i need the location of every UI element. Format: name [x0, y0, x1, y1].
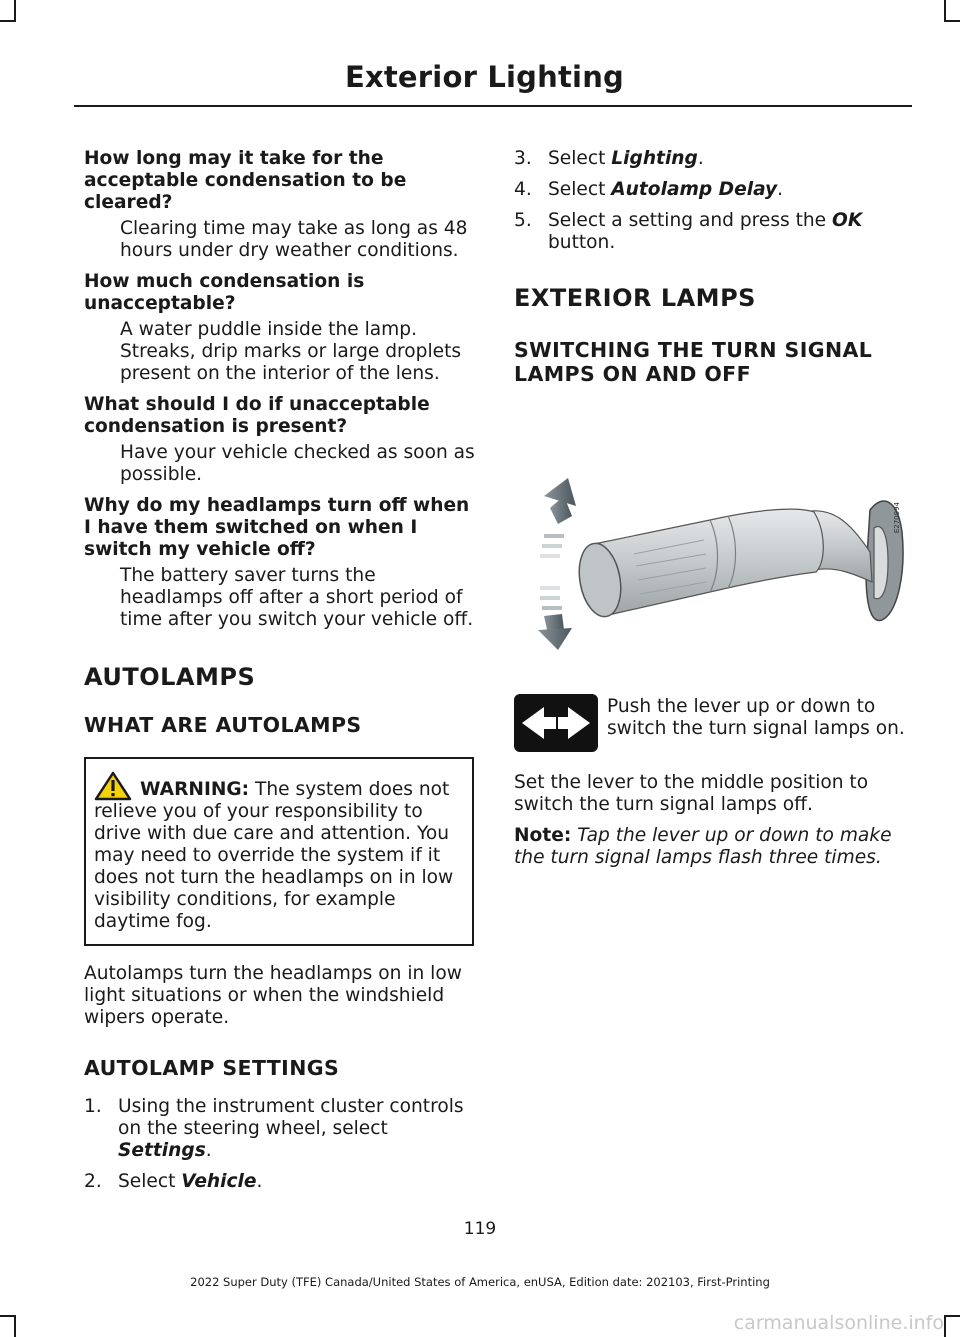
turn-signal-note [514, 825, 910, 869]
step-suffix: . [205, 1140, 212, 1161]
figure-code: E270994 [893, 502, 901, 534]
crop-mark [0, 1315, 16, 1317]
warning-triangle-icon [94, 771, 132, 801]
warning-box [84, 757, 474, 946]
warning-paragraph [94, 771, 464, 933]
warning-label: WARNING: [140, 779, 250, 800]
subheading-turn-signal: SWITCHING THE TURN SIGNAL LAMPS ON AND OFF [514, 338, 873, 386]
faq-answer: The battery saver turns the headlamps off after a short period of time after you switch your vehicle off. [120, 565, 474, 630]
turn-signal-lever-illustration [514, 462, 910, 652]
faq-question: What should I do if unacceptable condensation is present? [84, 394, 430, 437]
turn-signal-body: Set the lever to the middle position to switch the turn signal lamps off. [514, 772, 869, 815]
watermark: carmanualsonline.info [733, 1312, 944, 1334]
step-suffix: button. [548, 232, 616, 253]
turn-signal-arrows-icon [514, 694, 598, 752]
warning-text: The system does not relieve you of your responsibility to drive with due care and attention. You may need to override the system if it does not turn the headlamps on in low visibility conditions, for example daytime fog. [94, 779, 454, 932]
faq-question: Why do my headlamps turn off when I have them switched on when I switch my vehicle off? [84, 495, 470, 560]
faq-answer: Clearing time may take as long as 48 hours under dry weather conditions. [120, 218, 468, 261]
turn-signal-icon-row [514, 696, 910, 756]
header-divider [74, 105, 912, 107]
step-item [514, 148, 910, 170]
faq-answer: Have your vehicle checked as soon as possible. [120, 442, 475, 485]
step-item [84, 1171, 476, 1193]
step-menu-item: Vehicle [181, 1171, 257, 1192]
step-suffix: . [697, 148, 704, 169]
footer-edition: 2022 Super Duty (TFE) Canada/United States of America, enUSA, Edition date: 202103, First-Printing [190, 1275, 770, 1289]
step-number: 1. [84, 1096, 102, 1117]
step-menu-item: Autolamp Delay [611, 179, 778, 200]
step-suffix: . [256, 1171, 263, 1192]
left-column [84, 148, 476, 1202]
note-label: Note: [514, 825, 572, 846]
step-menu-item: Settings [118, 1140, 206, 1161]
crop-mark [14, 1315, 16, 1337]
right-column [514, 148, 910, 869]
step-number: 4. [514, 179, 532, 200]
crop-mark [14, 0, 16, 22]
crop-mark [944, 0, 946, 22]
step-text: Select [548, 148, 612, 169]
step-number: 5. [514, 210, 532, 231]
step-item [514, 179, 910, 201]
section-heading-exterior-lamps: EXTERIOR LAMPS [514, 284, 756, 312]
faq-question: How long may it take for the acceptable condensation to be cleared? [84, 148, 407, 213]
crop-mark [944, 1315, 946, 1337]
step-menu-item: OK [832, 210, 863, 231]
step-item [514, 210, 910, 254]
page-number: 119 [463, 1219, 497, 1239]
step-menu-item: Lighting [611, 148, 698, 169]
crop-mark [944, 20, 960, 22]
turn-signal-icon-text: Push the lever up or down to switch the turn signal lamps on. [607, 696, 905, 739]
step-number: 2. [84, 1171, 102, 1192]
step-number: 3. [514, 148, 532, 169]
faq-question: How much condensation is unacceptable? [84, 271, 365, 314]
turn-signal-lever-figure [514, 462, 910, 652]
step-item [84, 1096, 476, 1162]
page-header-title: Exterior Lighting [344, 60, 624, 94]
step-text: Select a setting and press the [548, 210, 833, 231]
step-text: Using the instrument cluster controls on the steering wheel, select [118, 1096, 464, 1139]
section-heading-autolamps: AUTOLAMPS [84, 663, 256, 691]
crop-mark [944, 1315, 960, 1317]
step-text: Select [118, 1171, 182, 1192]
section-heading-autolamp-settings: AUTOLAMP SETTINGS [84, 1056, 340, 1080]
autolamps-body: Autolamps turn the headlamps on in low light situations or when the windshield wipers operate. [84, 963, 462, 1028]
step-suffix: . [777, 179, 784, 200]
note-text: Tap the lever up or down to make the turn signal lamps flash three times. [514, 825, 892, 868]
subheading-what-are-autolamps: WHAT ARE AUTOLAMPS [84, 713, 362, 737]
step-text: Select [548, 179, 612, 200]
crop-mark [0, 20, 16, 22]
faq-answer: A water puddle inside the lamp. Streaks, drip marks or large droplets present on the interior of the lens. [120, 319, 462, 384]
